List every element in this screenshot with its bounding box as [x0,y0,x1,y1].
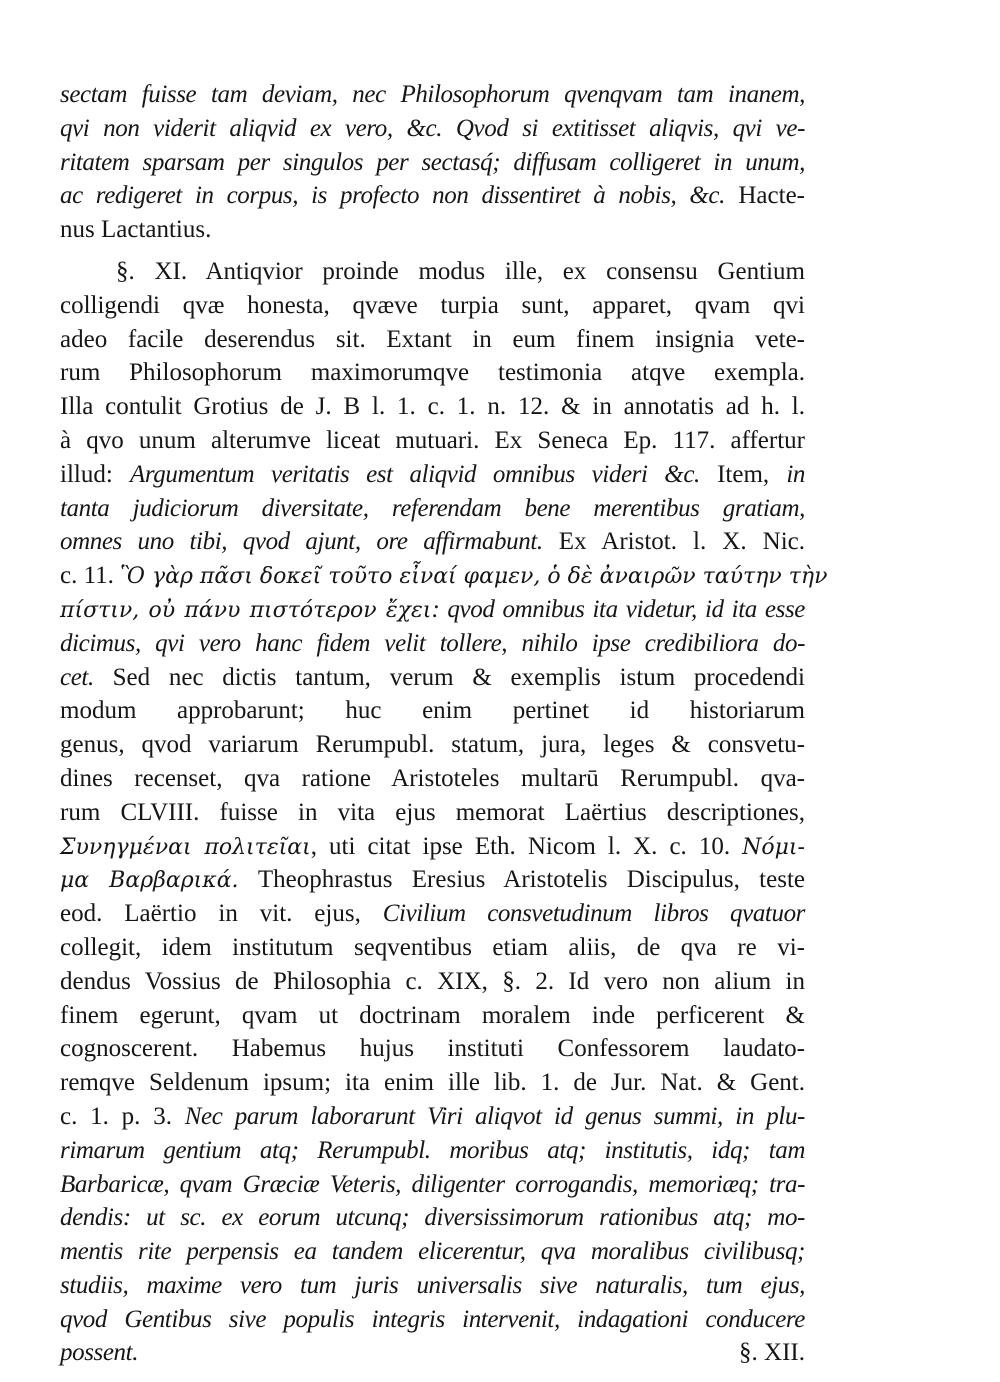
text-line [60,458,805,492]
text-line [60,1269,805,1303]
roman-text: à qvo unum alterumve liceat mutuari. Ex Seneca Ep. 117. affertur [60,426,805,454]
text-line [60,694,805,728]
catchword: §. XII. [739,1339,805,1367]
text-line [60,146,805,180]
roman-text: Item, [699,460,787,488]
text-line [60,112,805,146]
text-line [60,424,805,458]
text-line [60,289,805,323]
text-line [60,179,805,213]
roman-text: colligendi qvæ honesta, qvæve turpia sunt, apparet, qvam qvi [60,291,805,319]
roman-text: Sed nec dictis tantum, verum & exemplis istum procedendi [93,663,805,691]
text-line [60,213,805,247]
roman-text: dendus Vossius de Philosophia c. XIX, §. 2. Id vero non alium in [60,967,805,995]
text-line [60,390,805,424]
text-line [60,796,805,830]
text-line [60,593,805,627]
italic-text: dendis: ut sc. ex eorum utcunq; diversissimorum rationibus atq; mo- [60,1204,805,1232]
italic-text: ac redigeret in corpus, is profecto non dissentiret à nobis, &c. [60,182,725,210]
italic-text: omnes uno tibi, qvod ajunt, ore affirmabunt. [60,528,543,556]
roman-text: adeo facile deserendus sit. Extant in eum finem insignia vete- [60,325,805,353]
roman-text: §. XI. [116,257,188,285]
italic-text: rimarum gentium atq; Rerumpubl. moribus atq; institutis, idq; tam [60,1136,805,1164]
roman-text: finem egerunt, qvam ut doctrinam moralem inde perficerent & [60,1001,805,1029]
greek-text: Ὃ γὰρ πᾶσι δοκεῖ τοῦτο εἶναί φαμεν, ὁ δὲ ἀναιρῶν ταύτην τὴν [120,564,828,590]
italic-text: Barbaricæ, qvam Græciæ Veteris, diligenter corrogandis, memoriæq; tra- [60,1170,805,1198]
text-line [60,661,805,695]
roman-text: dines recenset, qva ratione Aristoteles multarū Rerumpubl. qva- [60,764,805,792]
roman-text: genus, qvod variarum Rerumpubl. statum, jura, leges & consvetu- [60,731,805,759]
italic-text: mentis rite perpensis ea tandem elicerentur, qva moralibus civilibusq; [60,1238,805,1266]
italic-text: in [786,460,805,488]
roman-text: Illa contulit Grotius de J. B l. 1. c. 1. n. 12. & in annotatis ad h. l. [60,393,805,421]
text-line [60,356,805,390]
text-line [60,559,828,593]
greek-text: Νόμι- [742,834,805,860]
text-line [60,255,805,289]
italic-text: qvod Gentibus sive populis integris intervenit, indagationi conducere [60,1305,805,1333]
roman-text: illud: [60,460,130,488]
text-line [60,863,805,897]
roman-text: cognoscerent. Habemus hujus instituti Confessorem laudato- [60,1035,805,1063]
text-line [60,1201,805,1235]
roman-text: c. 11. [60,562,121,590]
italic-text: qvi non viderit aliqvid ex vero, &c. Qvod si extitisset aliqvis, qvi ve- [60,114,805,142]
italic-text: Argumentum veritatis est aliqvid omnibus videri &c. [129,460,700,488]
final-line-row [60,1336,805,1370]
roman-text: c. 1. p. 3. [60,1102,185,1130]
final-line: possent. [60,1339,139,1367]
italic-text: dicimus, qvi vero hanc fidem velit tollere, nihilo ipse credibiliora do- [60,629,805,657]
roman-text: , uti citat ipse Eth. Nicom l. X. c. 10. [310,832,743,860]
text-line [60,965,805,999]
text-line [60,931,805,965]
italic-text: tanta judiciorum diversitate, referendam bene merentibus gratiam, [60,494,805,522]
text-line [60,1235,805,1269]
text-line [60,897,805,931]
italic-text: ritatem sparsam per singulos per sectasq́; diffusam colligeret in unum, [60,148,805,176]
text-line [60,999,805,1033]
roman-text: nus Lactantius. [60,216,212,244]
italic-text: sectam fuisse tam deviam, nec Philosophorum qvenqvam tam inanem, [60,81,805,108]
italic-text: : qvod omnibus ita videtur, id ita esse [431,595,805,623]
roman-text: Antiqvior proinde modus ille, ex consensu Gentium [187,257,805,285]
text-line [60,830,805,864]
text-line [60,1168,805,1202]
greek-text: πίστιν, οὐ πάνυ πιστότερον ἔχει [60,597,432,623]
roman-text: eod. Laërtio in vit. ejus, [60,900,383,928]
text-line [60,728,805,762]
roman-text: Ex Aristot. l. X. Nic. [542,528,806,556]
text-line [60,525,805,559]
greek-text: Συνηγμέναι πολιτεῖαι [60,834,311,860]
italic-text: studiis, maxime vero tum juris universalis sive naturalis, tum ejus, [60,1271,805,1299]
text-body [60,78,1000,1336]
text-line [60,492,805,526]
text-line [60,627,805,661]
roman-text: collegit, idem institutum seqventibus etiam aliis, de qva re vi- [60,933,805,961]
italic-text: Nec parum laborarunt Viri aliqvot id genus summi, in plu- [184,1102,805,1130]
text-line [60,78,805,112]
text-line [60,1134,805,1168]
text-line [60,323,805,357]
text-line [60,1303,805,1337]
roman-text: rum CLVIII. fuisse in vita ejus memorat Laërtius descriptiones, [60,798,805,826]
roman-text: Hacte- [724,182,805,210]
roman-text: Theophrastus Eresius Aristotelis Discipulus, teste [238,866,805,894]
greek-text: μα Βαρβαρικά. [60,868,239,894]
roman-text: rum Philosophorum maximorumqve testimonia atqve exempla. [60,359,805,387]
roman-text: modum approbarunt; huc enim pertinet id historiarum [60,697,805,725]
italic-text: Civilium consvetudinum libros qvatuor [382,900,806,928]
italic-text: cet. [60,663,94,691]
text-line [60,762,805,796]
text-line [60,1100,805,1134]
text-line [60,1066,805,1100]
roman-text: remqve Seldenum ipsum; ita enim ille lib. 1. de Jur. Nat. & Gent. [60,1069,805,1097]
text-line [60,1032,805,1066]
